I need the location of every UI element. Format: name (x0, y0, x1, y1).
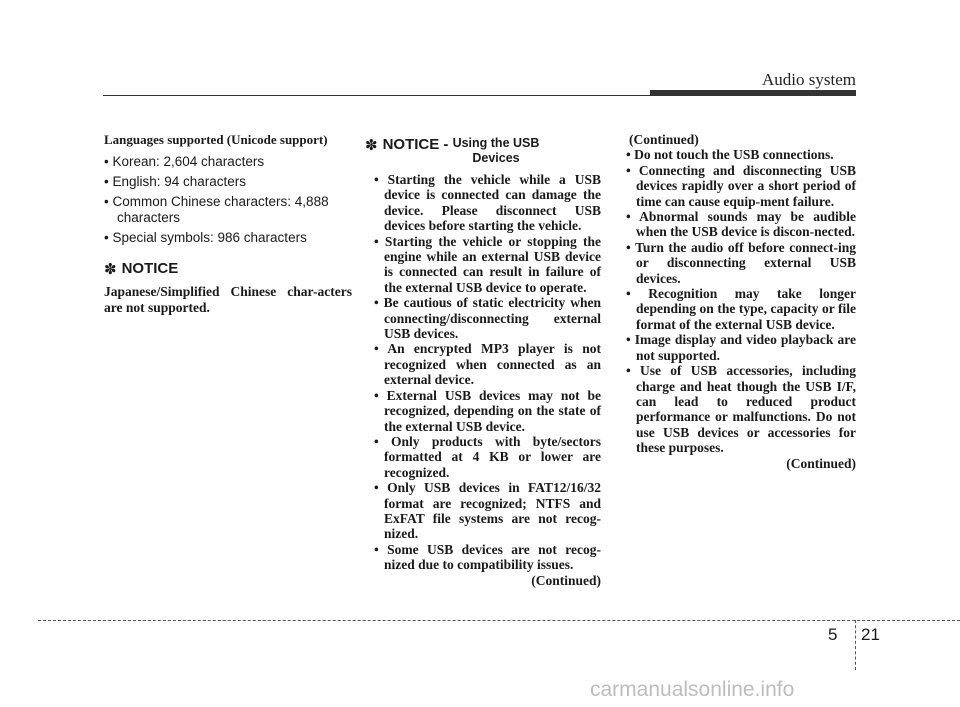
notice-heading (104, 260, 352, 278)
languages-list (104, 154, 352, 246)
list-item: • Starting the vehicle or stopping the engine while an external USB device is connected can result in failure of the external USB device to operate. (374, 233, 601, 295)
list-item: • Do not touch the USB connections. (626, 147, 834, 163)
list-item: • Only products with byte/sectors formatted at 4 KB or lower are recognized. (374, 433, 601, 480)
list-item: • Recognition may take longer depending on the type, capacity or file format of the external USB device. (626, 286, 856, 332)
list-item: • Be cautious of static electricity when connecting/disconnecting external USB devices. (374, 295, 601, 342)
continued-label: (Continued) (531, 572, 601, 588)
list-item: • Only USB devices in FAT12/16/32 format are recognized; NTFS and ExFAT file systems are not recog-nized. (374, 480, 601, 542)
usb-notice-heading (365, 136, 601, 166)
notice-star-icon: ✽ (104, 261, 117, 278)
list-item: • Connecting and disconnecting USB devices rapidly over a short period of time can cause equip-ment failure. (626, 162, 856, 209)
list-item: • An encrypted MP3 player is not recognized when connected as an external device. (374, 341, 601, 388)
notice-label: NOTICE - (382, 136, 453, 153)
notice-subtitle-line-1: Using the USB (452, 136, 540, 150)
list-item: • Image display and video playback are not supported. (626, 332, 856, 363)
page-section-title: Audio system (762, 70, 856, 89)
column-3 (617, 132, 856, 471)
notice-star-icon: ✽ (365, 137, 378, 154)
watermark: carmanualsonline.info (590, 678, 795, 701)
chapter-number: 5 (828, 625, 838, 644)
list-item: • Use of USB accessories, including charge and heat though the USB I/F, can lead to reduced product performance or malfunctions. Do not use USB devices or accessories for these purposes. (626, 363, 856, 456)
notice-text: Japanese/Simplified Chinese char-acters are not supported. (104, 284, 352, 315)
header-rule (103, 95, 856, 96)
column-1 (104, 132, 352, 315)
languages-heading: Languages supported (Unicode support) (104, 132, 328, 147)
list-item: • Common Chinese characters: 4,888 characters (104, 194, 329, 225)
list-item: • Korean: 2,604 characters (104, 154, 265, 169)
list-item: • English: 94 characters (104, 174, 247, 189)
usb-notice-list (365, 172, 601, 573)
list-item: • Special symbols: 986 characters (104, 230, 307, 245)
notice-subtitle (453, 136, 540, 166)
notice-subtitle-line-2: Devices (472, 151, 520, 165)
list-item: • Starting the vehicle while a USB device is connected can damage the device. Please disconnect USB devices before starting the vehicle. (374, 172, 601, 234)
column-2 (365, 132, 601, 588)
continued-top-label: (Continued) (629, 132, 699, 147)
continued-label: (Continued) (786, 455, 856, 471)
usb-notice-list-continued (617, 147, 856, 455)
list-item: • Abnormal sounds may be audible when the USB device is discon-nected. (626, 209, 856, 240)
page-number: 21 (861, 625, 880, 644)
footer-divider (855, 620, 856, 670)
notice-title: NOTICE (121, 260, 179, 277)
list-item: • Turn the audio off before connect-ing or disconnecting external USB devices. (626, 239, 856, 286)
list-item: • External USB devices may not be recognized, depending on the state of the external USB device. (374, 387, 601, 434)
footer-rule (38, 620, 960, 621)
list-item: • Some USB devices are not recog-nized due to compatibility issues. (374, 541, 601, 573)
